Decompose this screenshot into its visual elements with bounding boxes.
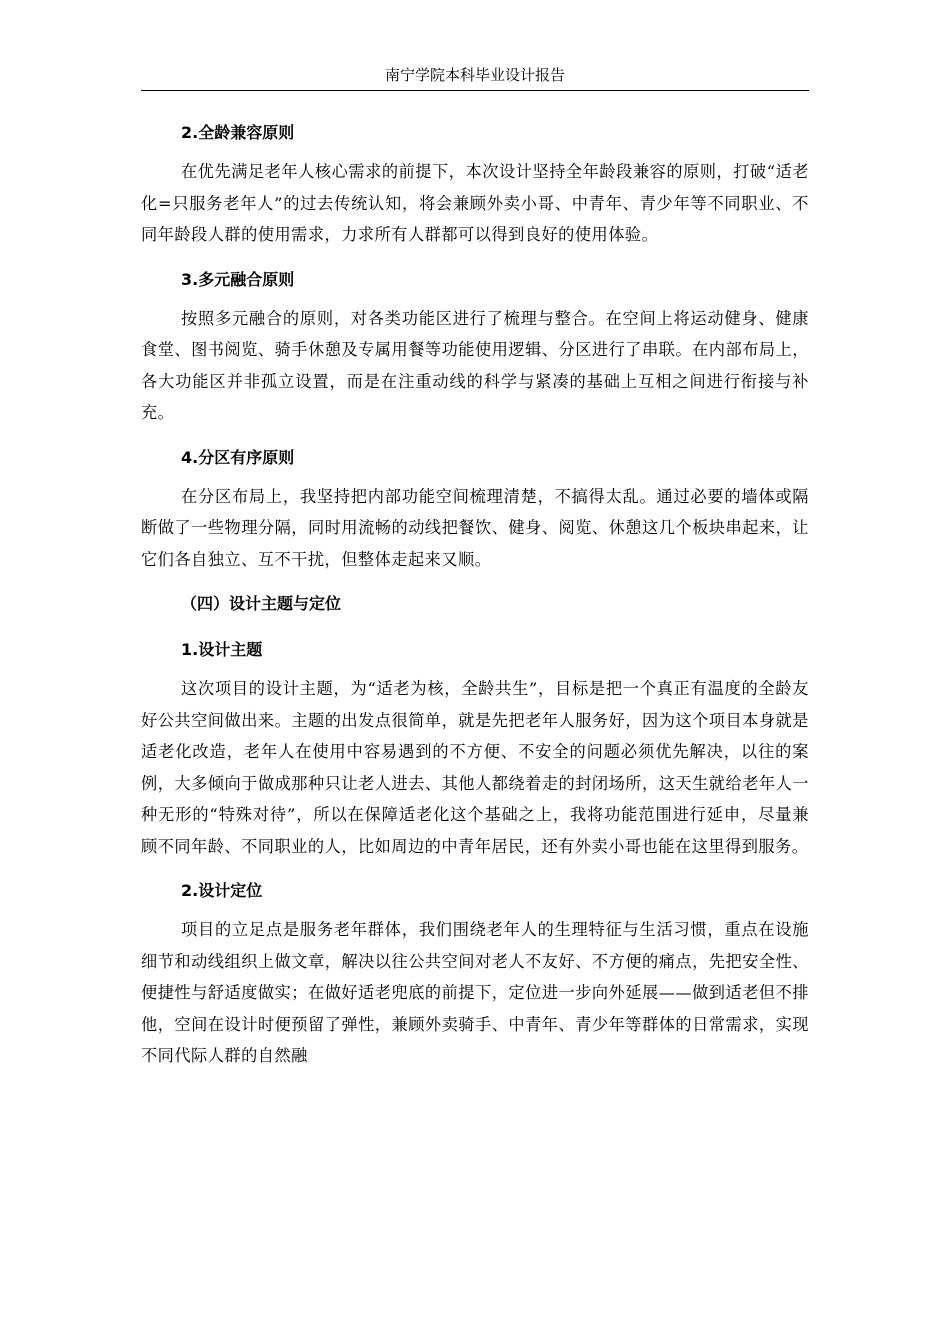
section-paragraph-all-age-compatibility: 在优先满足老年人核心需求的前提下，本次设计坚持全年龄段兼容的原则，打破“适老化=只服务老年人”的过去传统认知，将会兼顾外卖小哥、中青年、青少年等不同职业、不同年龄段人群的使用需求，力求所有人群都可以得到良好的使用体验。 xyxy=(141,162,809,244)
section-paragraph-design-positioning: 项目的立足点是服务老年群体，我们围绕老年人的生理特征与生活习惯，重点在设施细节和动线组织上做文章，解决以往公共空间对老人不友好、不方便的痛点，先把安全性、便捷性与舒适度做实；在做好适老兜底的前提下，定位进一步向外延展——做到适老但不排他，空间在设计时便预留了弹性，兼顾外卖骑手、中青年、青少年等群体的日常需求，实现不同代际人群的自然融 xyxy=(141,920,809,1065)
running-header: 南宁学院本科毕业设计报告 xyxy=(384,66,565,84)
section-paragraph-multi-integration: 按照多元融合的原则，对各类功能区进行了梳理与整合。在空间上将运动健身、健康食堂、图书阅览、骑手休憩及专属用餐等功能使用逻辑、分区进行了串联。在内部布局上，各大功能区并非孤立设置，而是在注重动线的科学与紧凑的基础上互相之间进行衔接与补充。 xyxy=(141,308,809,422)
chapter-heading-theme-positioning: （四）设计主题与定位 xyxy=(181,594,342,613)
section-paragraph-orderly-zoning: 在分区布局上，我坚持把内部功能空间梳理清楚，不搞得太乱。通过必要的墙体或隔断做了一些物理分隔，同时用流畅的动线把餐饮、健身、阅览、休憩这几个板块串起来，让它们各自独立、互不干扰，但整体走起来又顺。 xyxy=(141,486,809,569)
section-heading-orderly-zoning: 4.分区有序原则 xyxy=(181,447,295,467)
section-paragraph-design-theme: 这次项目的设计主题，为“适老为核，全龄共生”，目标是把一个真正有温度的全龄友好公共空间做出来。主题的出发点很简单，就是先把老年人服务好，因为这个项目本身就是适老化改造，老年人在使用中容易遇到的不方便、不安全的问题必须优先解决，以往的案例，大多倾向于做成那种只让老人进去、其他人都绕着走的封闭场所，这天生就给老年人一种无形的“特殊对待”，所以在保障适老化这个基础之上，我将功能范围进行延申，尽量兼顾不同年龄、不同职业的人，比如周边的中青年居民，还有外卖小哥也能在这里得到服务。 xyxy=(141,679,809,856)
section-heading-design-theme: 1.设计主题 xyxy=(181,640,263,659)
section-heading-all-age-compatibility: 2.全龄兼容原则 xyxy=(181,123,295,142)
document-body xyxy=(141,110,809,1072)
header-divider xyxy=(141,90,809,91)
section-heading-design-positioning: 2.设计定位 xyxy=(181,881,263,900)
section-heading-multi-integration: 3.多元融合原则 xyxy=(181,269,295,289)
